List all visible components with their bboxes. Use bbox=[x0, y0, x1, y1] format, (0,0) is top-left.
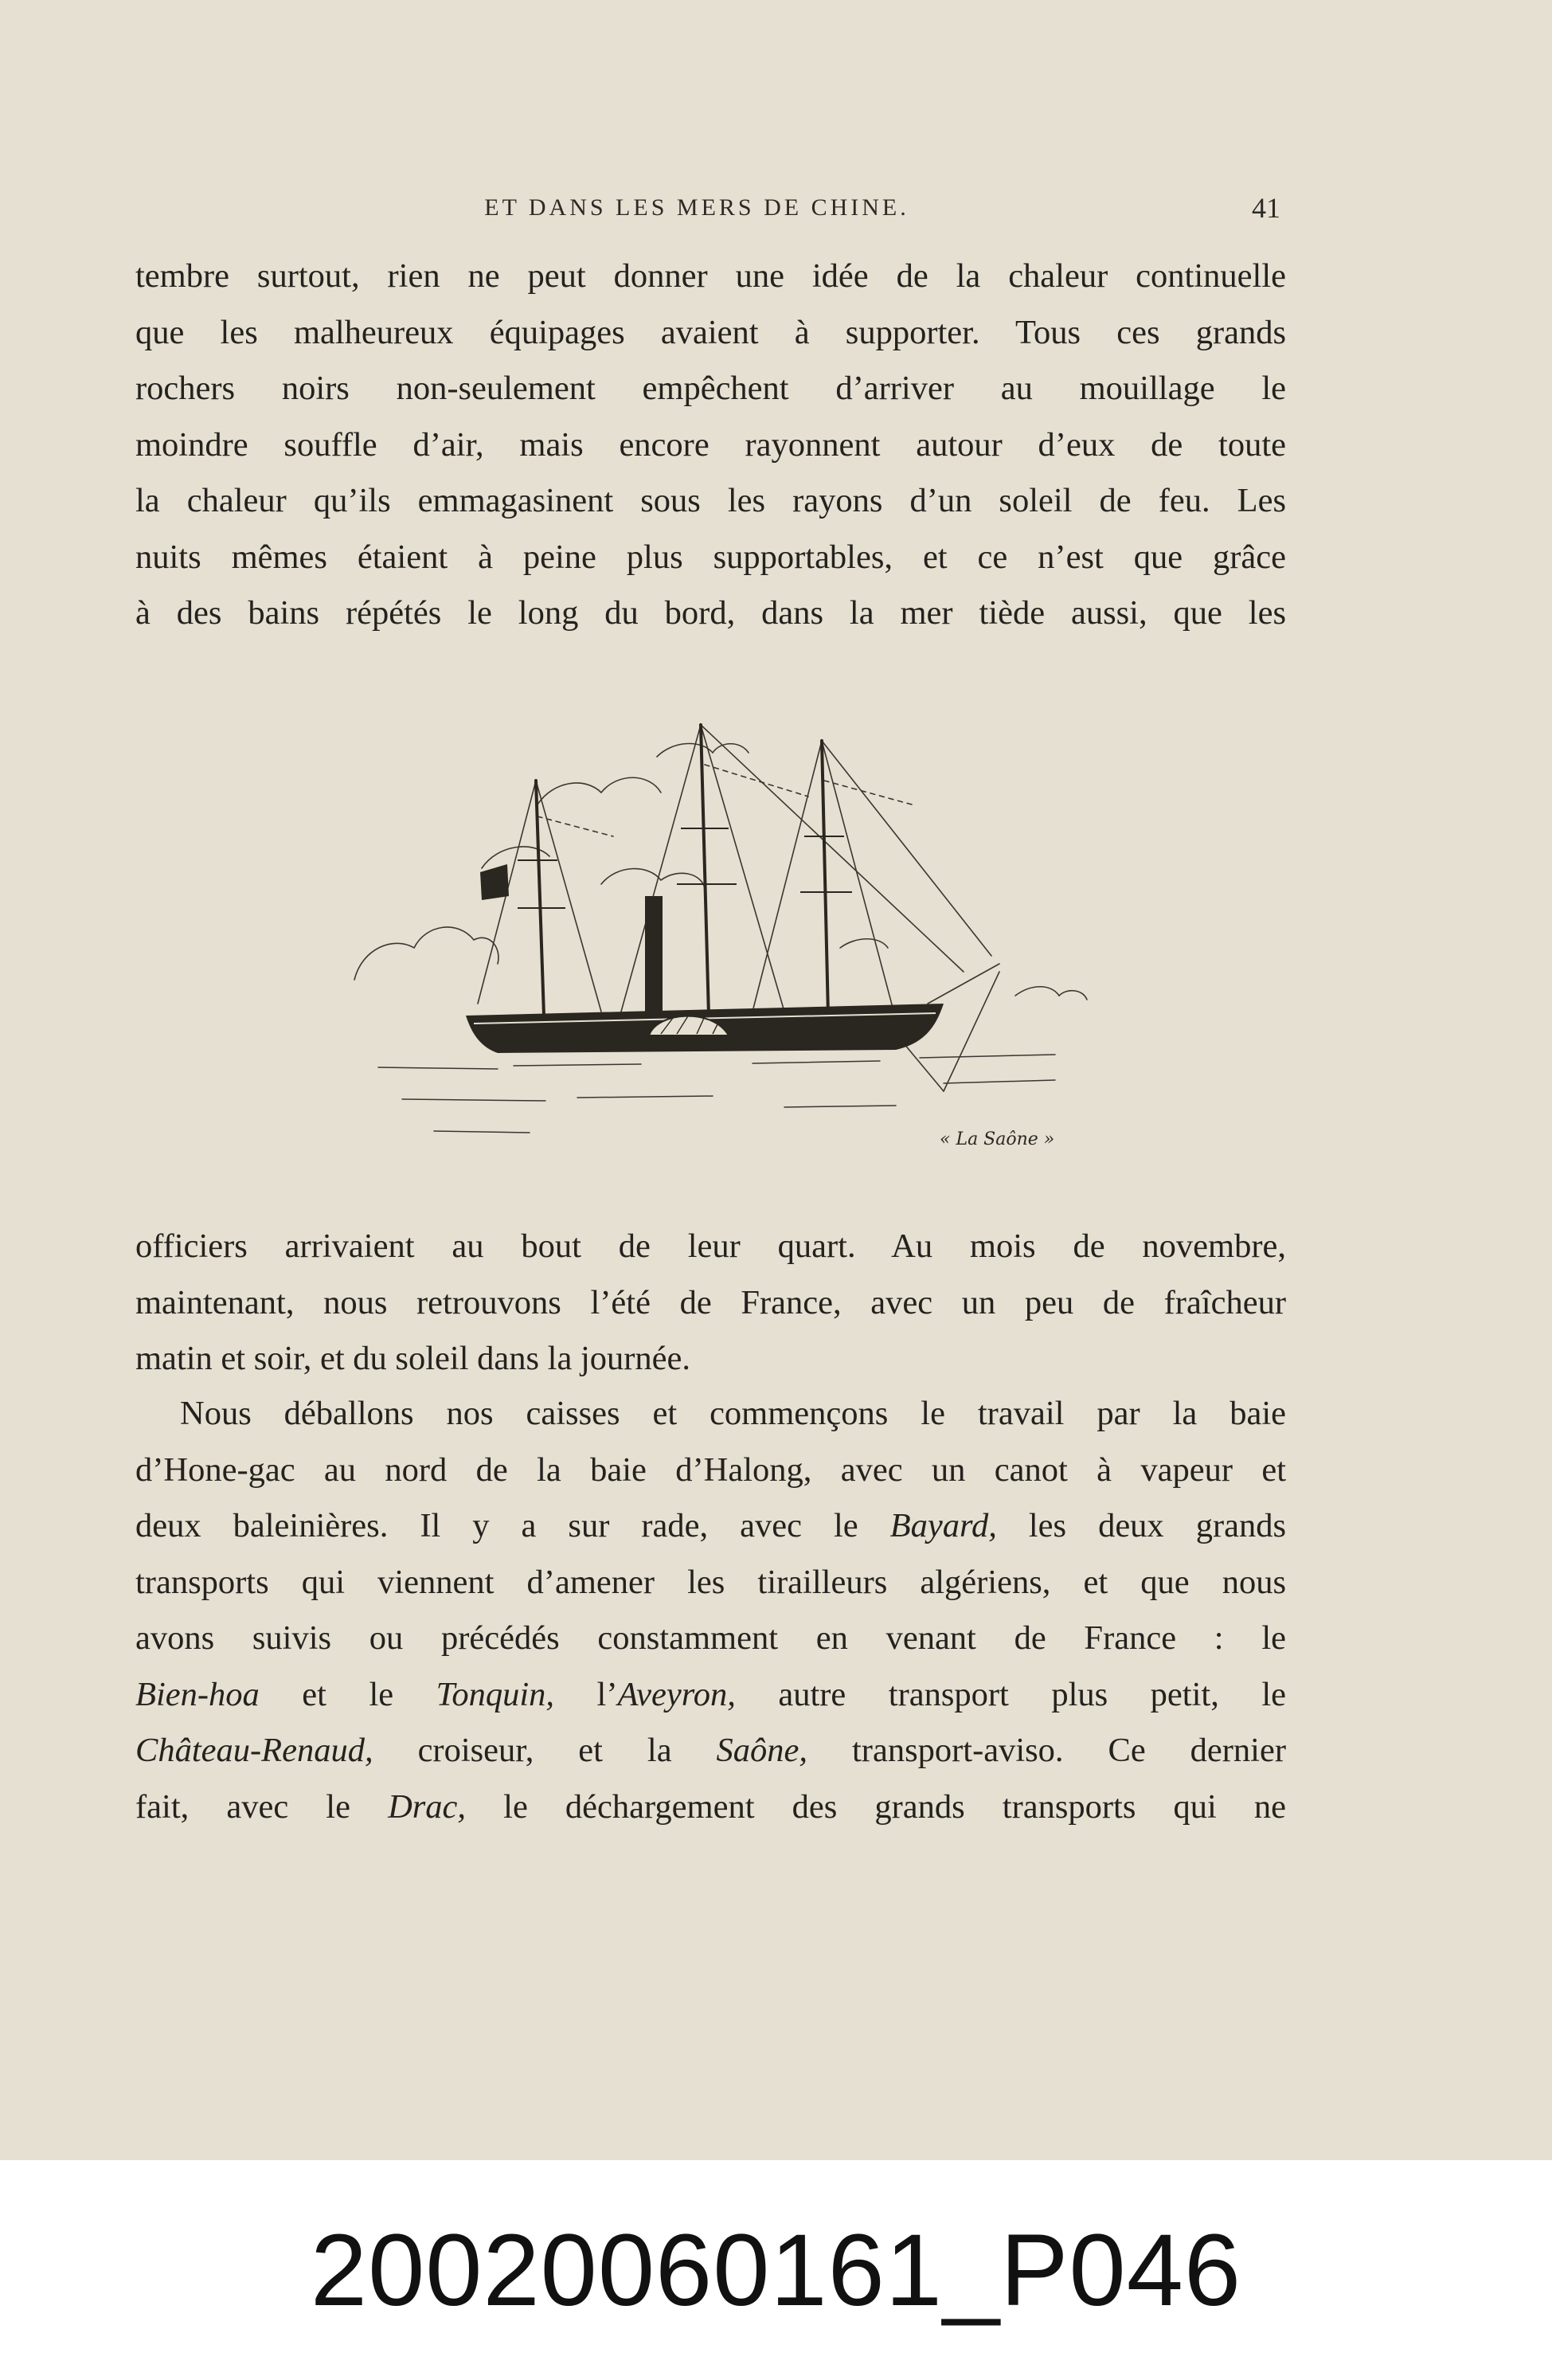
text-line: avons suivis ou précédés constamment en venant de France : le bbox=[135, 1619, 1286, 1657]
ship-name: Saône, bbox=[716, 1732, 808, 1769]
ship-name: Château-Renaud, bbox=[135, 1732, 373, 1769]
ship-name: Tonquin, bbox=[436, 1675, 555, 1713]
paragraph-3 bbox=[135, 1386, 1286, 1835]
text-line: tembre surtout, rien ne peut donner une idée de la chaleur continuelle bbox=[135, 257, 1286, 295]
paragraph-1 bbox=[135, 249, 1286, 642]
text-line: maintenant, nous retrouvons l’été de France, avec un peu de fraîcheur bbox=[135, 1283, 1286, 1321]
text-line: à des bains répétés le long du bord, dans la mer tiède aussi, que les bbox=[135, 594, 1286, 632]
ship-name: Bayard, bbox=[889, 1507, 997, 1544]
text-line: fait, avec le Drac, le déchargement des grands transports qui ne bbox=[135, 1787, 1286, 1826]
text-line: moindre souffle d’air, mais encore rayonnent autour d’eux de toute bbox=[135, 425, 1286, 464]
page-number: 41 bbox=[1252, 192, 1280, 224]
text-line: matin et soir, et du soleil dans la journée. bbox=[135, 1340, 691, 1377]
ship-name: Drac, bbox=[388, 1787, 467, 1826]
running-head: ET DANS LES MERS DE CHINE. bbox=[484, 194, 909, 221]
ship-name: Aveyron, bbox=[617, 1675, 736, 1713]
text-line: la chaleur qu’ils emmagasinent sous les rayons d’un soleil de feu. Les bbox=[135, 482, 1286, 519]
scan-id-label: 20020060161_P046 bbox=[310, 2213, 1242, 2327]
text-line: rochers noirs non-seulement empêchent d’arriver au mouillage le bbox=[135, 370, 1286, 407]
steamship-illustration bbox=[338, 709, 1119, 1179]
text-line: officiers arrivaient au bout de leur quart. Au mois de novembre, bbox=[135, 1227, 1286, 1265]
text-line: nuits mêmes étaient à peine plus supportables, et ce n’est que grâce bbox=[135, 538, 1286, 576]
paragraph-2 bbox=[135, 1219, 1286, 1388]
text-line: deux baleinières. Il y a sur rade, avec le Bayard, les deux grands bbox=[135, 1507, 1286, 1544]
text-line: transports qui viennent d’amener les tirailleurs algériens, et que nous bbox=[135, 1563, 1286, 1601]
text-line: Nous déballons nos caisses et commençons le travail par la baie bbox=[180, 1395, 1286, 1432]
text-line: que les malheureux équipages avaient à supporter. Tous ces grands bbox=[135, 313, 1286, 351]
illustration-caption: « La Saône » bbox=[940, 1129, 1055, 1149]
text-line: d’Hone-gac au nord de la baie d’Halong, avec un canot à vapeur et bbox=[135, 1450, 1286, 1489]
ship-name: Bien-hoa bbox=[135, 1675, 260, 1713]
text-line: Château-Renaud, croiseur, et la Saône, transport-aviso. Ce dernier bbox=[135, 1732, 1286, 1769]
text-line: Bien-hoa et le Tonquin, l’Aveyron, autre transport plus petit, le bbox=[135, 1675, 1286, 1713]
